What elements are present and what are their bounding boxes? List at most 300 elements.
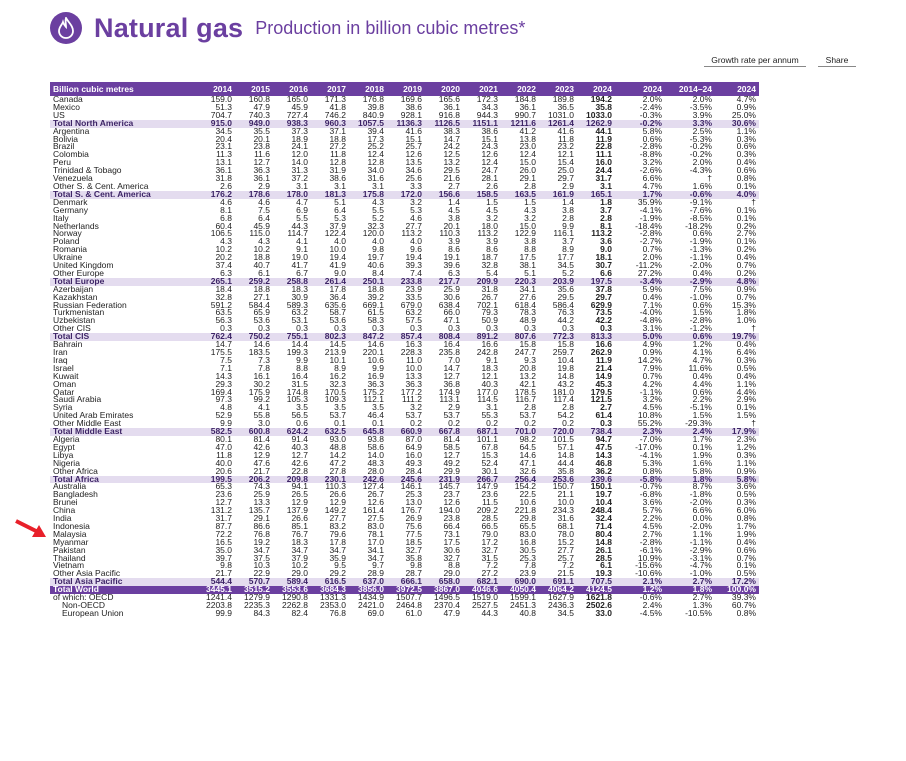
table-cell: 23.0	[519, 143, 536, 152]
table-cell: 15.8	[557, 341, 574, 349]
table-cell: 40.3	[481, 380, 498, 389]
table-cell: 15.0	[519, 159, 536, 168]
table-cell: 53.6	[253, 317, 270, 326]
row-label: Total CIS	[50, 333, 197, 341]
table-cell: 250.1	[349, 278, 387, 286]
table-cell: 0.3	[258, 325, 270, 334]
table-cell: 687.1	[463, 428, 501, 436]
table-cell: 43.2	[557, 380, 574, 389]
table-cell: 2.3%	[615, 428, 665, 436]
table-cell: 6.3	[220, 269, 232, 278]
table-cell: 4046.6	[463, 586, 501, 594]
table-cell: 27.2%	[637, 269, 662, 278]
table-cell: 66.4	[443, 522, 460, 531]
table-cell: 11.6%	[688, 364, 712, 373]
table-cell: 34.7	[253, 546, 270, 555]
table-cell: 928.1	[400, 111, 422, 120]
table-cell: 13.2	[519, 372, 536, 381]
table-cell: 1507.7	[396, 594, 422, 602]
table-cell: 52.4	[481, 459, 498, 468]
table-cell: 4.8	[220, 404, 232, 413]
table-cell: 94.7	[595, 435, 612, 444]
table-cell: 1.5%	[736, 412, 756, 421]
table-cell: 37.9	[291, 554, 308, 563]
table-cell: 85.1	[291, 522, 308, 531]
table-cell: 29.0	[443, 570, 460, 579]
table-cell: 34.6	[405, 167, 422, 176]
column-header: 2024	[715, 82, 759, 96]
table-cell: 24.2	[443, 143, 460, 152]
table-cell: 5.1	[334, 198, 346, 207]
table-cell: 72.2	[215, 530, 232, 539]
table-cell: 8.9	[334, 364, 346, 373]
table-cell: 149.2	[324, 507, 346, 516]
row-label: of which: OECD	[53, 594, 114, 602]
table-cell: 3972.5	[387, 586, 425, 594]
table-row	[50, 151, 759, 159]
table-cell: 0.1%	[736, 182, 756, 191]
table-cell: 30.6	[443, 293, 460, 302]
table-cell: 35.8	[405, 554, 422, 563]
table-cell: 0.3%	[736, 135, 756, 144]
table-cell: 46.8	[595, 459, 612, 468]
row-label: Total North America	[50, 120, 197, 128]
table-cell: -1.1%	[689, 254, 712, 263]
table-cell: 0.6%	[692, 230, 712, 239]
table-cell: 2.8	[600, 214, 612, 223]
table-cell: 25.0	[557, 167, 574, 176]
table-cell: 49.3	[405, 459, 422, 468]
table-cell: 1627.9	[548, 594, 574, 602]
table-cell: 78.1	[367, 530, 384, 539]
table-cell: 73.1	[443, 530, 460, 539]
table-cell: 1.8%	[736, 309, 756, 318]
table-cell: 746.2	[324, 111, 346, 120]
table-cell: 175.9	[248, 388, 270, 397]
table-cell: -0.7%	[639, 483, 662, 492]
table-cell: 4.5	[448, 206, 460, 215]
table-cell: 87.0	[405, 435, 422, 444]
table-cell: 27.8	[329, 467, 346, 476]
table-cell: 27.7	[329, 515, 346, 523]
table-cell: -18.2%	[685, 222, 712, 231]
table-cell: 9.0	[334, 269, 346, 278]
table-row	[50, 515, 759, 523]
row-label: Colombia	[53, 151, 89, 160]
table-cell: 25.7	[557, 554, 574, 563]
table-row	[50, 555, 759, 563]
table-cell: 3.1	[372, 182, 384, 191]
table-cell: 18.1	[595, 254, 612, 263]
row-label: Other Middle East	[53, 420, 122, 429]
table-cell: 0.1%	[692, 443, 712, 452]
table-cell: 17.5	[519, 254, 536, 263]
table-cell: 19.4	[405, 254, 422, 263]
table-cell: 93.0	[329, 435, 346, 444]
table-cell: 26.1	[595, 546, 612, 555]
table-cell: 83.2	[329, 522, 346, 531]
table-cell: 12.7	[253, 159, 270, 168]
table-cell: 111.2	[401, 396, 422, 405]
row-label: Uzbekistan	[53, 317, 96, 326]
table-cell: 0.4%	[692, 269, 712, 278]
table-cell: 178.6	[235, 191, 273, 199]
table-cell: 12.9	[329, 499, 346, 508]
region-total-row	[50, 333, 759, 341]
table-cell: 0.3	[372, 325, 384, 334]
table-cell: -17.0%	[635, 443, 662, 452]
table-cell: 110.3	[325, 483, 346, 492]
table-cell: 174.8	[286, 388, 308, 397]
table-cell: 0.6%	[736, 143, 756, 152]
table-cell: 27.1	[253, 293, 270, 302]
table-cell: 63.5	[215, 309, 232, 318]
table-cell: 0.5%	[736, 364, 756, 373]
table-cell: 40.8	[519, 609, 536, 618]
table-cell: 76.8	[253, 530, 270, 539]
table-cell: 616.5	[311, 578, 349, 586]
table-cell: 740.3	[248, 111, 270, 120]
table-cell: 9.8	[220, 562, 232, 571]
table-cell: 29.1	[519, 175, 536, 183]
table-cell: 9.8	[410, 562, 422, 571]
table-cell: 44.2	[557, 317, 574, 326]
table-cell: 25.3	[405, 491, 422, 500]
share-header: Share	[818, 54, 856, 67]
table-cell: 9.9	[220, 420, 232, 429]
table-cell: 3856.0	[349, 586, 387, 594]
table-cell: 2370.4	[434, 602, 460, 610]
table-cell: -11.2%	[635, 262, 662, 270]
column-header: 2023	[539, 82, 577, 96]
table-cell: -9.1%	[689, 198, 712, 207]
table-cell: 25.3	[519, 554, 536, 563]
table-row	[50, 175, 759, 183]
table-cell: 42.6	[253, 443, 270, 452]
row-label: Mexico	[53, 103, 80, 112]
table-row	[50, 128, 759, 136]
table-cell: -5.3%	[689, 135, 712, 144]
table-cell: 23.6	[481, 491, 498, 500]
table-cell: 38.6	[405, 103, 422, 112]
table-cell: 2421.0	[358, 602, 384, 610]
table-cell: 10.2	[291, 562, 308, 571]
table-cell: 28.0	[367, 467, 384, 476]
table-cell: 47.2	[329, 459, 346, 468]
table-cell: 624.2	[273, 428, 311, 436]
table-cell: 29.9	[443, 467, 460, 476]
table-cell: 55.8	[253, 412, 270, 421]
table-cell: 4.8%	[715, 278, 759, 286]
table-cell: 29.7	[595, 293, 612, 302]
table-cell: 99.9	[215, 609, 232, 618]
table-cell: 3.1	[334, 182, 346, 191]
row-label: Russian Federation	[53, 301, 127, 310]
row-label: Turkmenistan	[53, 309, 105, 318]
table-cell: 8.1	[220, 206, 232, 215]
table-row	[50, 436, 759, 444]
table-cell: 5.0%	[615, 333, 665, 341]
table-cell: 109.3	[324, 396, 346, 405]
row-label: Qatar	[53, 388, 75, 397]
table-cell: 36.3	[405, 380, 422, 389]
table-cell: 12.9	[253, 451, 270, 460]
row-label: Oman	[53, 380, 77, 389]
table-cell: -3.4%	[615, 278, 665, 286]
table-cell: 0.1%	[736, 562, 756, 571]
table-cell: 265.1	[197, 278, 235, 286]
table-cell: 31.8	[481, 285, 498, 294]
table-cell: 1.5	[524, 198, 536, 207]
table-cell: 16.0	[405, 451, 422, 460]
table-cell: -0.6%	[639, 594, 662, 602]
table-cell: 116.7	[515, 396, 536, 405]
table-cell: 63.2	[405, 309, 422, 318]
table-cell: 1290.8	[282, 594, 308, 602]
table-cell: 45.9	[291, 103, 308, 112]
table-cell: 26.9	[405, 515, 422, 523]
table-cell: 233.8	[387, 278, 425, 286]
table-cell: 35.0	[215, 546, 232, 555]
table-cell: 15.4	[557, 159, 574, 168]
table-cell: 176.7	[400, 507, 422, 516]
table-cell: 79.3	[481, 309, 498, 318]
table-cell: -2.8%	[689, 317, 712, 326]
table-cell: 11.8	[558, 135, 574, 144]
row-label: Indonesia	[53, 522, 90, 531]
table-cell: 66.5	[481, 522, 498, 531]
table-cell: 755.1	[273, 333, 311, 341]
table-cell: 177.2	[400, 388, 422, 397]
table-cell: 938.3	[273, 120, 311, 128]
table-cell: 0.5%	[736, 491, 756, 500]
table-cell: 7.9%	[642, 364, 662, 373]
table-cell: 13.5	[405, 159, 422, 168]
production-table	[50, 82, 759, 618]
table-cell: 2.1%	[615, 578, 665, 586]
table-cell: -7.0%	[639, 435, 662, 444]
table-cell: 10.2	[215, 246, 232, 255]
table-cell: 145.7	[438, 483, 460, 492]
table-cell: -8.5%	[689, 214, 712, 223]
table-cell: 56.3	[215, 317, 232, 326]
table-cell: 0.4%	[736, 159, 756, 168]
table-cell: 114.5	[477, 396, 498, 405]
table-cell: 669.1	[362, 301, 384, 310]
table-cell: 64.5	[519, 443, 536, 452]
table-cell: 0.3%	[736, 356, 756, 365]
table-cell: 23.9	[405, 285, 422, 294]
table-cell: 16.0	[595, 159, 612, 168]
table-cell: 1.6%	[692, 459, 712, 468]
row-label: Canada	[53, 96, 83, 104]
table-cell: 3.3%	[665, 120, 715, 128]
table-cell: 150.1	[590, 483, 612, 492]
table-cell: 181.3	[311, 191, 349, 199]
table-cell: 174.9	[438, 388, 460, 397]
table-row	[50, 412, 759, 420]
table-cell: 68.1	[557, 522, 574, 531]
table-cell: 990.7	[514, 111, 536, 120]
table-cell: 2.8	[524, 404, 536, 413]
table-cell: 79.6	[329, 530, 346, 539]
table-cell: 33.0	[595, 609, 612, 618]
table-cell: 29.5	[557, 293, 574, 302]
table-cell: 14.7	[215, 341, 232, 349]
table-cell: 161.4	[362, 507, 384, 516]
table-cell: 629.9	[590, 301, 612, 310]
table-cell: 0.2	[448, 420, 460, 429]
table-cell: 47.5	[595, 443, 612, 452]
table-cell: 2502.6	[586, 602, 612, 610]
table-cell: 31.7	[595, 175, 612, 183]
table-cell: 53.7	[405, 412, 422, 421]
table-cell: 1.3%	[692, 602, 712, 610]
table-cell: 39.3	[405, 262, 422, 270]
table-cell: 18.9	[291, 135, 308, 144]
table-cell: 53.7	[519, 412, 536, 421]
table-cell: 175.2	[362, 388, 384, 397]
table-cell: 15.8	[519, 341, 536, 349]
table-cell: 14.3	[595, 451, 612, 460]
row-label: Kazakhstan	[53, 293, 98, 302]
table-row	[50, 365, 759, 373]
table-cell: 5.5	[372, 206, 384, 215]
table-cell: †	[751, 325, 756, 334]
table-cell: 10.3	[253, 562, 270, 571]
table-cell: 13.3	[405, 372, 422, 381]
table-row	[50, 349, 759, 357]
table-cell: 645.8	[349, 428, 387, 436]
table-cell: 4.0%	[715, 191, 759, 199]
table-cell: 0.2	[524, 420, 536, 429]
table-cell: 84.3	[253, 609, 270, 618]
table-cell: 34.5	[557, 262, 574, 270]
table-cell: 75.6	[405, 522, 422, 531]
table-cell: 6.4	[334, 206, 346, 215]
table-cell: 0.9%	[736, 467, 756, 476]
table-cell: 18.8	[329, 135, 346, 144]
table-cell: 5.1	[524, 269, 536, 278]
table-row	[50, 294, 759, 302]
table-cell: 87.7	[215, 522, 232, 531]
table-cell: 6.8	[220, 214, 232, 223]
table-cell: 0.9%	[736, 285, 756, 294]
table-cell: 27.7	[405, 222, 422, 231]
table-cell: 38.3	[443, 127, 460, 136]
table-cell: 1331.3	[320, 594, 346, 602]
table-cell: 2.3%	[736, 435, 756, 444]
table-cell: 27.6	[519, 293, 536, 302]
table-cell: -3.5%	[689, 103, 712, 112]
table-cell: 19.7	[367, 254, 384, 263]
table-cell: 12.4	[481, 159, 498, 168]
table-cell: 83.0	[367, 522, 384, 531]
table-row	[50, 325, 759, 333]
table-cell: 35.9%	[637, 198, 662, 207]
row-label: Other S. & Cent. America	[53, 182, 149, 191]
table-row	[50, 562, 759, 570]
world-total-row	[50, 586, 759, 594]
table-cell: 30.5	[519, 546, 536, 555]
table-cell: 4.7%	[692, 356, 712, 365]
table-cell: 4.4%	[736, 388, 756, 397]
table-cell: 32.7	[443, 554, 460, 563]
table-cell: 5.3	[334, 214, 346, 223]
table-cell: 131.2	[210, 507, 232, 516]
table-cell: 23.8	[253, 143, 270, 152]
table-row	[50, 223, 759, 231]
table-cell: 3.8	[562, 206, 574, 215]
table-cell: 8.8	[524, 246, 536, 255]
table-cell: 25.9	[443, 285, 460, 294]
table-cell: 14.2%	[637, 356, 662, 365]
table-cell: 2.9	[448, 404, 460, 413]
table-cell: 56.5	[291, 412, 308, 421]
table-cell: 720.0	[539, 428, 577, 436]
table-cell: 3.6%	[642, 499, 662, 508]
table-cell: 857.4	[387, 333, 425, 341]
row-label: Poland	[53, 238, 80, 247]
table-cell: 3.2	[524, 214, 536, 223]
table-row	[50, 357, 759, 365]
table-cell: 4050.4	[501, 586, 539, 594]
table-cell: -7.6%	[689, 206, 712, 215]
red-arrow-marker	[14, 519, 48, 544]
table-cell: 9.7	[372, 562, 384, 571]
table-cell: 5.8%	[692, 467, 712, 476]
table-cell: 2.4%	[642, 602, 662, 610]
table-cell: 13.0	[405, 499, 422, 508]
table-cell: 16.6	[595, 341, 612, 349]
table-cell: 206.2	[235, 476, 273, 484]
table-cell: 2436.3	[548, 602, 574, 610]
table-cell: 16.2	[329, 372, 346, 381]
table-cell: 23.1	[215, 143, 232, 152]
table-cell: 23.8	[443, 515, 460, 523]
row-label: Saudi Arabia	[53, 396, 102, 405]
table-cell: 7.5	[258, 206, 270, 215]
table-cell: 14.6	[519, 451, 536, 460]
table-cell: 19.8	[557, 364, 574, 373]
table-cell: 234.3	[552, 507, 574, 516]
table-cell: 727.4	[286, 111, 308, 120]
table-row	[50, 404, 759, 412]
table-cell: -2.8%	[639, 143, 662, 152]
table-cell: 29.5	[443, 167, 460, 176]
table-row	[50, 246, 759, 254]
table-cell: 58.6	[367, 443, 384, 452]
table-row	[50, 539, 759, 547]
table-cell: 30.9	[291, 293, 308, 302]
table-cell: 17.2	[481, 538, 498, 547]
table-cell: 23.7	[443, 491, 460, 500]
table-cell: 1031.0	[548, 111, 574, 120]
table-cell: 7.2	[562, 562, 574, 571]
table-cell: 7.3	[258, 356, 270, 365]
table-cell: 15.3	[481, 451, 498, 460]
table-cell: 9.8	[372, 246, 384, 255]
table-cell: 682.1	[463, 578, 501, 586]
table-cell: 11.8	[330, 151, 346, 160]
table-cell: 15.0	[519, 222, 536, 231]
table-cell: 11.0	[406, 356, 422, 365]
table-cell: 0.3	[600, 420, 612, 429]
table-cell: 31.8	[215, 175, 232, 183]
table-cell: 20.4	[215, 135, 232, 144]
region-total-row	[50, 578, 759, 586]
table-cell: 137.9	[286, 507, 308, 516]
